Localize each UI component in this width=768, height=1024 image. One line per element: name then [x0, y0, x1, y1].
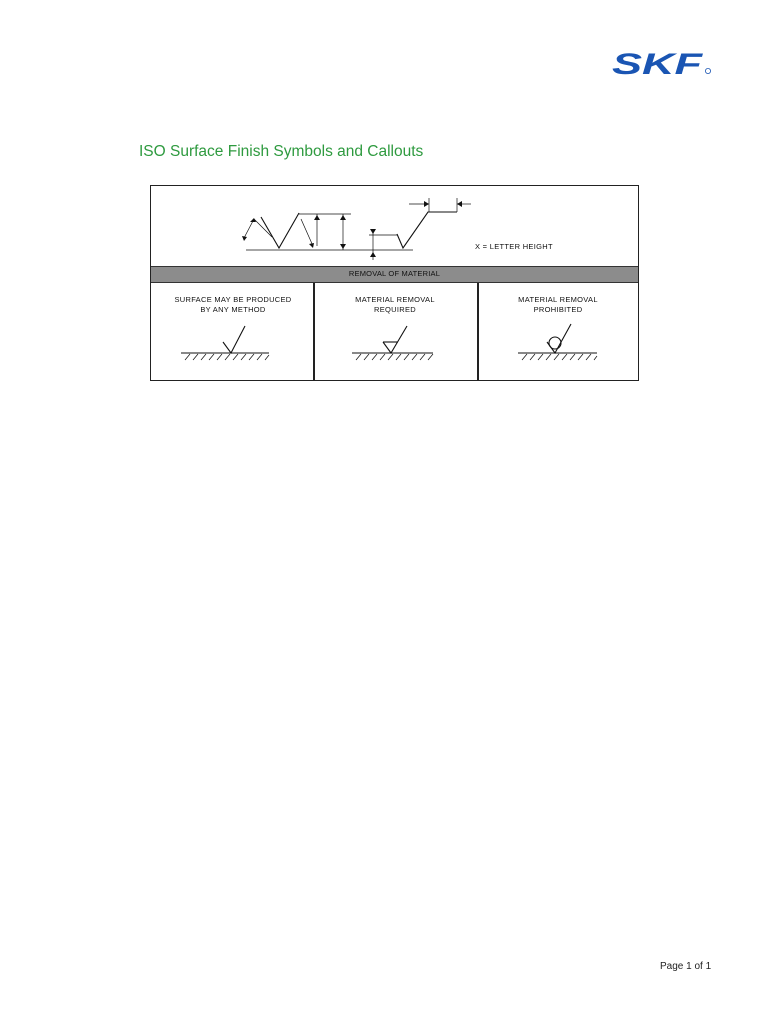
cell-label-line: PROHIBITED — [533, 305, 583, 314]
cell-label-line: BY ANY METHOD — [200, 305, 266, 314]
surface-finish-figure — [150, 185, 639, 381]
dimensioned-check-symbol — [244, 198, 471, 260]
cell-label-removal-prohibited — [478, 295, 638, 315]
cell-label-line: REQUIRED — [374, 305, 416, 314]
triangle-check-symbol — [352, 326, 433, 360]
cell-label-removal-required — [315, 295, 475, 315]
registered-mark-icon — [705, 68, 710, 73]
cell-label-any-method — [153, 295, 313, 315]
page-number: Page 1 of 1 — [660, 961, 712, 972]
surface-finish-drawing — [151, 186, 640, 382]
cell-label-line: SURFACE MAY BE PRODUCED — [174, 295, 292, 304]
cell-label-line: MATERIAL REMOVAL — [355, 295, 435, 304]
basic-check-symbol — [181, 326, 269, 360]
circle-check-symbol — [518, 324, 597, 360]
page-title: ISO Surface Finish Symbols and Callouts — [139, 143, 424, 160]
skf-logo — [612, 50, 712, 78]
letter-height-note: X = LETTER HEIGHT — [475, 242, 553, 251]
skf-logo-graphic — [612, 50, 712, 78]
skf-logo-text: SKF — [612, 50, 704, 78]
cell-label-line: MATERIAL REMOVAL — [518, 295, 598, 304]
removal-banner-text: REMOVAL OF MATERIAL — [348, 269, 441, 278]
